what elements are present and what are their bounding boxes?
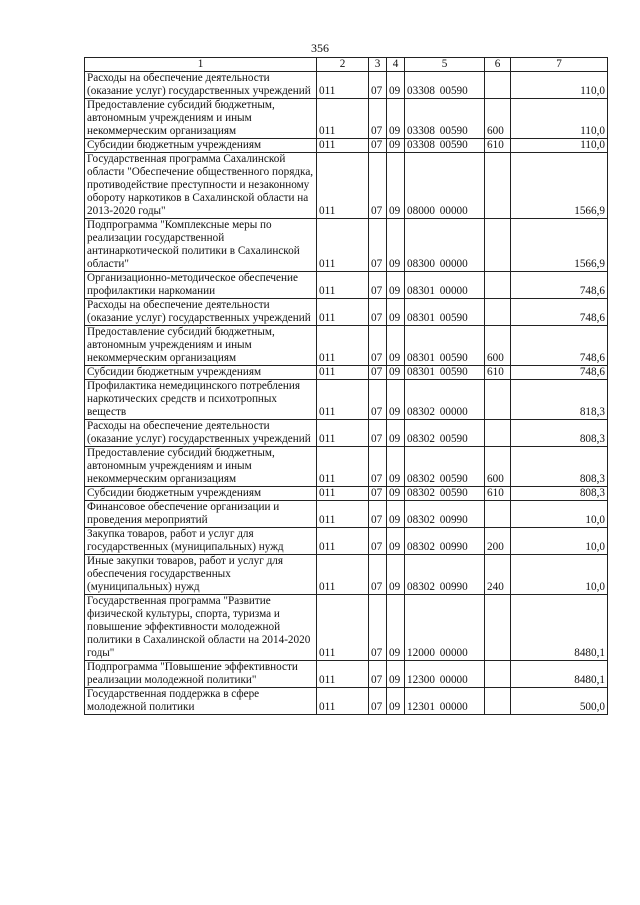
expense-name: Профилактика немедицинского потребления наркотических средств и психотропных веществ	[85, 380, 317, 420]
table-row	[85, 595, 608, 661]
table-row	[85, 688, 608, 715]
table-row	[85, 555, 608, 595]
ministry-code: 011	[317, 595, 369, 661]
page-number: 356	[311, 41, 329, 55]
target-article-code: 08302 00990	[405, 555, 485, 595]
ministry-code: 011	[317, 501, 369, 528]
expense-type-code	[485, 72, 511, 99]
expense-name: Государственная программа "Развитие физической культуры, спорта, туризма и повышение эффективности молодежной политики в Сахалинской области на 2014-2020 годы"	[85, 595, 317, 661]
amount: 8480,1	[511, 595, 608, 661]
amount: 1566,9	[511, 219, 608, 272]
table-row	[85, 420, 608, 447]
section-code: 07	[369, 501, 387, 528]
target-article-code: 03308 00590	[405, 72, 485, 99]
section-code: 07	[369, 595, 387, 661]
subsection-code: 09	[387, 72, 405, 99]
section-code: 07	[369, 326, 387, 366]
expense-type-code: 240	[485, 555, 511, 595]
table-row	[85, 153, 608, 219]
expense-type-code	[485, 272, 511, 299]
target-article-code: 08302 00590	[405, 487, 485, 501]
subsection-code: 09	[387, 595, 405, 661]
expense-type-code	[485, 420, 511, 447]
column-header: 2	[317, 58, 369, 72]
target-article-code: 08302 00590	[405, 447, 485, 487]
section-code: 07	[369, 380, 387, 420]
subsection-code: 09	[387, 139, 405, 153]
expense-name: Расходы на обеспечение деятельности (оказание услуг) государственных учреждений	[85, 420, 317, 447]
amount: 748,6	[511, 326, 608, 366]
subsection-code: 09	[387, 555, 405, 595]
ministry-code: 011	[317, 366, 369, 380]
subsection-code: 09	[387, 501, 405, 528]
section-code: 07	[369, 661, 387, 688]
expense-type-code	[485, 688, 511, 715]
expense-type-code: 600	[485, 99, 511, 139]
ministry-code: 011	[317, 219, 369, 272]
subsection-code: 09	[387, 447, 405, 487]
subsection-code: 09	[387, 272, 405, 299]
section-code: 07	[369, 366, 387, 380]
subsection-code: 09	[387, 688, 405, 715]
subsection-code: 09	[387, 299, 405, 326]
expense-type-code: 610	[485, 139, 511, 153]
column-header: 6	[485, 58, 511, 72]
ministry-code: 011	[317, 420, 369, 447]
target-article-code: 08301 00590	[405, 366, 485, 380]
amount: 110,0	[511, 72, 608, 99]
expense-name: Государственная поддержка в сфере молодежной политики	[85, 688, 317, 715]
expense-name: Субсидии бюджетным учреждениям	[85, 139, 317, 153]
amount: 1566,9	[511, 153, 608, 219]
expense-type-code	[485, 219, 511, 272]
expense-type-code	[485, 299, 511, 326]
amount: 748,6	[511, 272, 608, 299]
amount: 110,0	[511, 99, 608, 139]
expense-type-code	[485, 501, 511, 528]
target-article-code: 03308 00590	[405, 139, 485, 153]
target-article-code: 08301 00000	[405, 272, 485, 299]
ministry-code: 011	[317, 272, 369, 299]
section-code: 07	[369, 555, 387, 595]
expense-name: Субсидии бюджетным учреждениям	[85, 366, 317, 380]
ministry-code: 011	[317, 661, 369, 688]
amount: 808,3	[511, 487, 608, 501]
table-row	[85, 366, 608, 380]
column-header: 4	[387, 58, 405, 72]
amount: 8480,1	[511, 661, 608, 688]
target-article-code: 08302 00990	[405, 528, 485, 555]
target-article-code: 08301 00590	[405, 299, 485, 326]
subsection-code: 09	[387, 326, 405, 366]
expense-type-code	[485, 153, 511, 219]
subsection-code: 09	[387, 153, 405, 219]
table-row	[85, 139, 608, 153]
expense-type-code: 610	[485, 487, 511, 501]
column-header: 5	[405, 58, 485, 72]
section-code: 07	[369, 139, 387, 153]
subsection-code: 09	[387, 99, 405, 139]
amount: 500,0	[511, 688, 608, 715]
expense-name: Подпрограмма "Комплексные меры по реализации государственной антинаркотической политики в Сахалинской области"	[85, 219, 317, 272]
table-row	[85, 380, 608, 420]
amount: 748,6	[511, 299, 608, 326]
budget-table	[84, 57, 608, 715]
target-article-code: 08301 00590	[405, 326, 485, 366]
expense-type-code: 600	[485, 326, 511, 366]
amount: 808,3	[511, 447, 608, 487]
expense-name: Подпрограмма "Повышение эффективности реализации молодежной политики"	[85, 661, 317, 688]
section-code: 07	[369, 528, 387, 555]
target-article-code: 08302 00990	[405, 501, 485, 528]
table-row	[85, 219, 608, 272]
ministry-code: 011	[317, 688, 369, 715]
section-code: 07	[369, 420, 387, 447]
target-article-code: 12000 00000	[405, 595, 485, 661]
expense-name: Государственная программа Сахалинской области "Обеспечение общественного порядка, противодействие преступности и незаконному обороту наркотиков в Сахалинской области на 2013-2020 годы"	[85, 153, 317, 219]
target-article-code: 08000 00000	[405, 153, 485, 219]
ministry-code: 011	[317, 72, 369, 99]
subsection-code: 09	[387, 366, 405, 380]
table-row	[85, 447, 608, 487]
target-article-code: 12301 00000	[405, 688, 485, 715]
table-row	[85, 272, 608, 299]
target-article-code: 03308 00590	[405, 99, 485, 139]
ministry-code: 011	[317, 99, 369, 139]
column-header: 3	[369, 58, 387, 72]
ministry-code: 011	[317, 299, 369, 326]
section-code: 07	[369, 99, 387, 139]
table-row	[85, 72, 608, 99]
expense-name: Предоставление субсидий бюджетным, автономным учреждениям и иным некоммерческим организациям	[85, 447, 317, 487]
target-article-code: 08302 00590	[405, 420, 485, 447]
table-row	[85, 326, 608, 366]
expense-type-code: 610	[485, 366, 511, 380]
section-code: 07	[369, 72, 387, 99]
amount: 10,0	[511, 528, 608, 555]
amount: 748,6	[511, 366, 608, 380]
expense-name: Финансовое обеспечение организации и проведения мероприятий	[85, 501, 317, 528]
table-row	[85, 99, 608, 139]
amount: 808,3	[511, 420, 608, 447]
ministry-code: 011	[317, 487, 369, 501]
expense-type-code: 200	[485, 528, 511, 555]
expense-name: Предоставление субсидий бюджетным, автономным учреждениям и иным некоммерческим организациям	[85, 326, 317, 366]
section-code: 07	[369, 447, 387, 487]
table-row	[85, 528, 608, 555]
subsection-code: 09	[387, 420, 405, 447]
ministry-code: 011	[317, 555, 369, 595]
section-code: 07	[369, 219, 387, 272]
expense-name: Расходы на обеспечение деятельности (оказание услуг) государственных учреждений	[85, 72, 317, 99]
subsection-code: 09	[387, 487, 405, 501]
amount: 110,0	[511, 139, 608, 153]
table-row	[85, 661, 608, 688]
ministry-code: 011	[317, 528, 369, 555]
ministry-code: 011	[317, 326, 369, 366]
expense-name: Закупка товаров, работ и услуг для государственных (муниципальных) нужд	[85, 528, 317, 555]
column-header: 1	[85, 58, 317, 72]
expense-name: Расходы на обеспечение деятельности (оказание услуг) государственных учреждений	[85, 299, 317, 326]
target-article-code: 08300 00000	[405, 219, 485, 272]
section-code: 07	[369, 153, 387, 219]
expense-type-code	[485, 661, 511, 688]
expense-type-code: 600	[485, 447, 511, 487]
expense-name: Предоставление субсидий бюджетным, автономным учреждениям и иным некоммерческим организациям	[85, 99, 317, 139]
expense-type-code	[485, 595, 511, 661]
column-header: 7	[511, 58, 608, 72]
amount: 10,0	[511, 555, 608, 595]
section-code: 07	[369, 688, 387, 715]
amount: 10,0	[511, 501, 608, 528]
subsection-code: 09	[387, 528, 405, 555]
table-row	[85, 487, 608, 501]
expense-type-code	[485, 380, 511, 420]
amount: 818,3	[511, 380, 608, 420]
table-header-row	[85, 58, 608, 72]
subsection-code: 09	[387, 219, 405, 272]
ministry-code: 011	[317, 139, 369, 153]
ministry-code: 011	[317, 380, 369, 420]
section-code: 07	[369, 299, 387, 326]
table-row	[85, 299, 608, 326]
ministry-code: 011	[317, 153, 369, 219]
expense-name: Организационно-методическое обеспечение профилактики наркомании	[85, 272, 317, 299]
target-article-code: 12300 00000	[405, 661, 485, 688]
section-code: 07	[369, 272, 387, 299]
target-article-code: 08302 00000	[405, 380, 485, 420]
expense-name: Иные закупки товаров, работ и услуг для обеспечения государственных (муниципальных) нужд	[85, 555, 317, 595]
subsection-code: 09	[387, 380, 405, 420]
expense-name: Субсидии бюджетным учреждениям	[85, 487, 317, 501]
subsection-code: 09	[387, 661, 405, 688]
ministry-code: 011	[317, 447, 369, 487]
table-row	[85, 501, 608, 528]
section-code: 07	[369, 487, 387, 501]
